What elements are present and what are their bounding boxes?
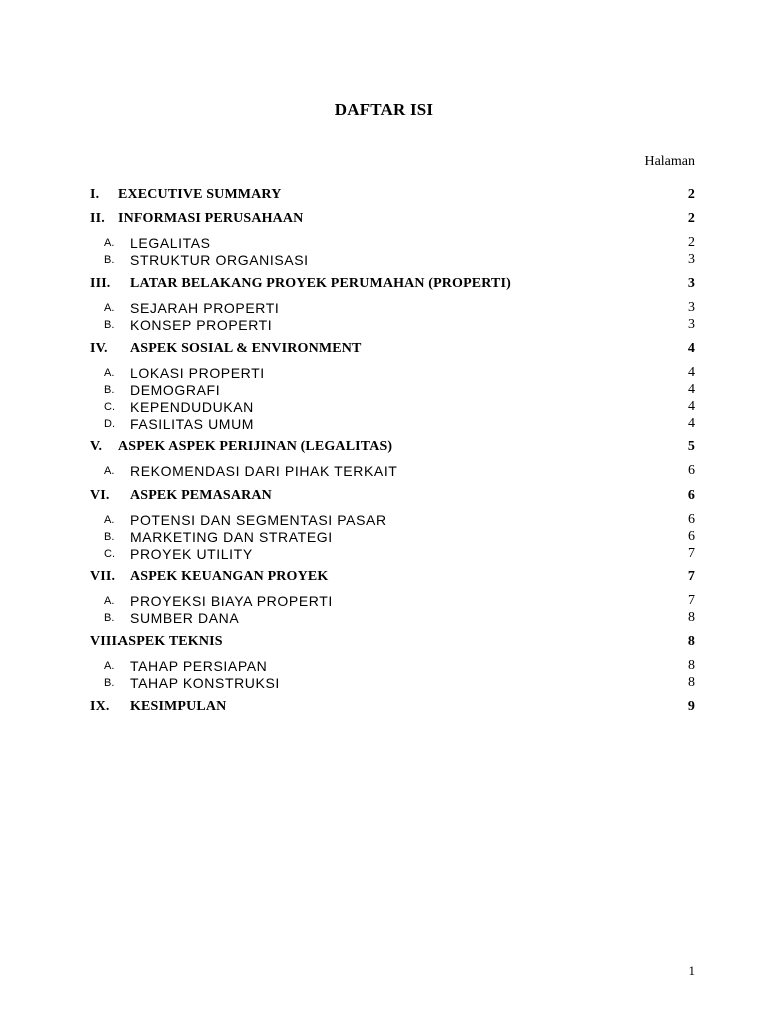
toc-section-row[interactable] xyxy=(90,488,695,506)
toc-subsection-letter: A. xyxy=(104,660,115,672)
toc-section-row[interactable] xyxy=(90,634,695,652)
toc-section-number: VII. xyxy=(90,569,116,584)
toc-subsection-row[interactable] xyxy=(90,593,695,611)
toc-subsection-page: 8 xyxy=(688,610,695,625)
toc-subsection-row[interactable] xyxy=(90,317,695,335)
toc-section-page: 8 xyxy=(687,634,695,649)
toc-subsection-label: FASILITAS UMUM xyxy=(130,416,255,432)
toc-subsection-label: PROYEKSI BIAYA PROPERTI xyxy=(130,593,333,609)
toc-section-label: LATAR BELAKANG PROYEK PERUMAHAN (PROPERTI) xyxy=(130,276,511,291)
toc-section-label: ASPEK TEKNIS xyxy=(118,634,223,649)
toc-subsection-page: 4 xyxy=(688,416,695,431)
toc-section-number: VIII. xyxy=(90,634,121,649)
toc-subsection-letter: B. xyxy=(104,384,115,396)
toc-subsection-page: 4 xyxy=(688,399,695,414)
toc-subsection-row[interactable] xyxy=(90,529,695,547)
toc-section-label: EXECUTIVE SUMMARY xyxy=(118,187,282,202)
toc-section-row[interactable] xyxy=(90,187,695,205)
toc-subsection-page: 6 xyxy=(688,529,695,544)
toc-subsection-row[interactable] xyxy=(90,416,695,434)
toc-subsection-row[interactable] xyxy=(90,512,695,530)
toc-section-number: IX. xyxy=(90,699,110,714)
page-column-header: Halaman xyxy=(644,154,695,169)
toc-subsection-label: STRUKTUR ORGANISASI xyxy=(130,252,309,268)
toc-section-row[interactable] xyxy=(90,569,695,587)
toc-subsection-letter: C. xyxy=(104,548,115,560)
toc-section-label: ASPEK PEMASARAN xyxy=(130,488,272,503)
toc-subsection-label: KONSEP PROPERTI xyxy=(130,317,273,333)
toc-subsection-page: 3 xyxy=(688,317,695,332)
toc-section-page: 9 xyxy=(687,699,695,714)
toc-subsection-row[interactable] xyxy=(90,399,695,417)
toc-subsection-letter: A. xyxy=(104,302,115,314)
toc-section-row[interactable] xyxy=(90,699,695,717)
toc-subsection-letter: A. xyxy=(104,514,115,526)
toc-subsection-row[interactable] xyxy=(90,610,695,628)
toc-subsection-letter: B. xyxy=(104,677,115,689)
page-title: DAFTAR ISI xyxy=(334,100,434,119)
toc-subsection-row[interactable] xyxy=(90,546,695,564)
toc-subsection-row[interactable] xyxy=(90,658,695,676)
toc-section-row[interactable] xyxy=(90,341,695,359)
toc-subsection-letter: A. xyxy=(104,237,115,249)
toc-section-number: III. xyxy=(90,276,111,291)
toc-subsection-letter: B. xyxy=(104,531,115,543)
toc-subsection-row[interactable] xyxy=(90,675,695,693)
toc-subsection-label: REKOMENDASI DARI PIHAK TERKAIT xyxy=(130,463,398,479)
toc-section-row[interactable] xyxy=(90,276,695,294)
toc-subsection-letter: A. xyxy=(104,595,115,607)
toc-subsection-letter: B. xyxy=(104,612,115,624)
toc-subsection-letter: A. xyxy=(104,367,115,379)
toc-subsection-label: POTENSI DAN SEGMENTASI PASAR xyxy=(130,512,387,528)
toc-subsection-label: TAHAP PERSIAPAN xyxy=(130,658,268,674)
toc-section-page: 3 xyxy=(687,276,695,291)
toc-section-number: I. xyxy=(90,187,100,202)
toc-subsection-label: LOKASI PROPERTI xyxy=(130,365,265,381)
toc-subsection-row[interactable] xyxy=(90,235,695,253)
toc-subsection-label: SEJARAH PROPERTI xyxy=(130,300,280,316)
toc-subsection-letter: D. xyxy=(104,418,115,430)
toc-subsection-row[interactable] xyxy=(90,252,695,270)
toc-section-label: KESIMPULAN xyxy=(130,699,227,714)
toc-subsection-label: TAHAP KONSTRUKSI xyxy=(130,675,280,691)
toc-section-page: 2 xyxy=(687,187,695,202)
toc-subsection-label: LEGALITAS xyxy=(130,235,211,251)
toc-subsection-page: 7 xyxy=(688,593,695,608)
toc-subsection-label: MARKETING DAN STRATEGI xyxy=(130,529,333,545)
toc-section-page: 4 xyxy=(687,341,695,356)
toc-section-label: ASPEK ASPEK PERIJINAN (LEGALITAS) xyxy=(118,439,393,454)
toc-subsection-row[interactable] xyxy=(90,365,695,383)
toc-subsection-letter: A. xyxy=(104,465,115,477)
toc-subsection-label: SUMBER DANA xyxy=(130,610,240,626)
toc-section-number: V. xyxy=(90,439,103,454)
toc-subsection-page: 3 xyxy=(688,300,695,315)
toc-subsection-label: DEMOGRAFI xyxy=(130,382,221,398)
toc-subsection-row[interactable] xyxy=(90,382,695,400)
toc-subsection-row[interactable] xyxy=(90,300,695,318)
toc-subsection-page: 4 xyxy=(688,365,695,380)
toc-section-label: ASPEK KEUANGAN PROYEK xyxy=(130,569,329,584)
toc-subsection-page: 8 xyxy=(688,675,695,690)
toc-subsection-page: 6 xyxy=(688,512,695,527)
toc-subsection-label: KEPENDUDUKAN xyxy=(130,399,254,415)
toc-section-number: VI. xyxy=(90,488,110,503)
toc-subsection-page: 7 xyxy=(688,546,695,561)
toc-subsection-page: 4 xyxy=(688,382,695,397)
toc-section-number: IV. xyxy=(90,341,108,356)
toc-section-label: INFORMASI PERUSAHAAN xyxy=(118,211,304,226)
toc-subsection-letter: B. xyxy=(104,319,115,331)
toc-subsection-page: 3 xyxy=(688,252,695,267)
toc-section-row[interactable] xyxy=(90,439,695,457)
toc-section-page: 7 xyxy=(687,569,695,584)
toc-subsection-page: 2 xyxy=(688,235,695,250)
toc-section-number: II. xyxy=(90,211,105,226)
toc-subsection-letter: C. xyxy=(104,401,115,413)
toc-section-page: 6 xyxy=(687,488,695,503)
toc-section-label: ASPEK SOSIAL & ENVIRONMENT xyxy=(130,341,362,356)
toc-subsection-page: 6 xyxy=(688,463,695,478)
toc-section-row[interactable] xyxy=(90,211,695,229)
toc-subsection-letter: B. xyxy=(104,254,115,266)
page-number: 1 xyxy=(688,963,695,978)
toc-subsection-label: PROYEK UTILITY xyxy=(130,546,253,562)
toc-section-page: 5 xyxy=(687,439,695,454)
toc-subsection-row[interactable] xyxy=(90,463,695,481)
toc-section-page: 2 xyxy=(687,211,695,226)
toc-subsection-page: 8 xyxy=(688,658,695,673)
